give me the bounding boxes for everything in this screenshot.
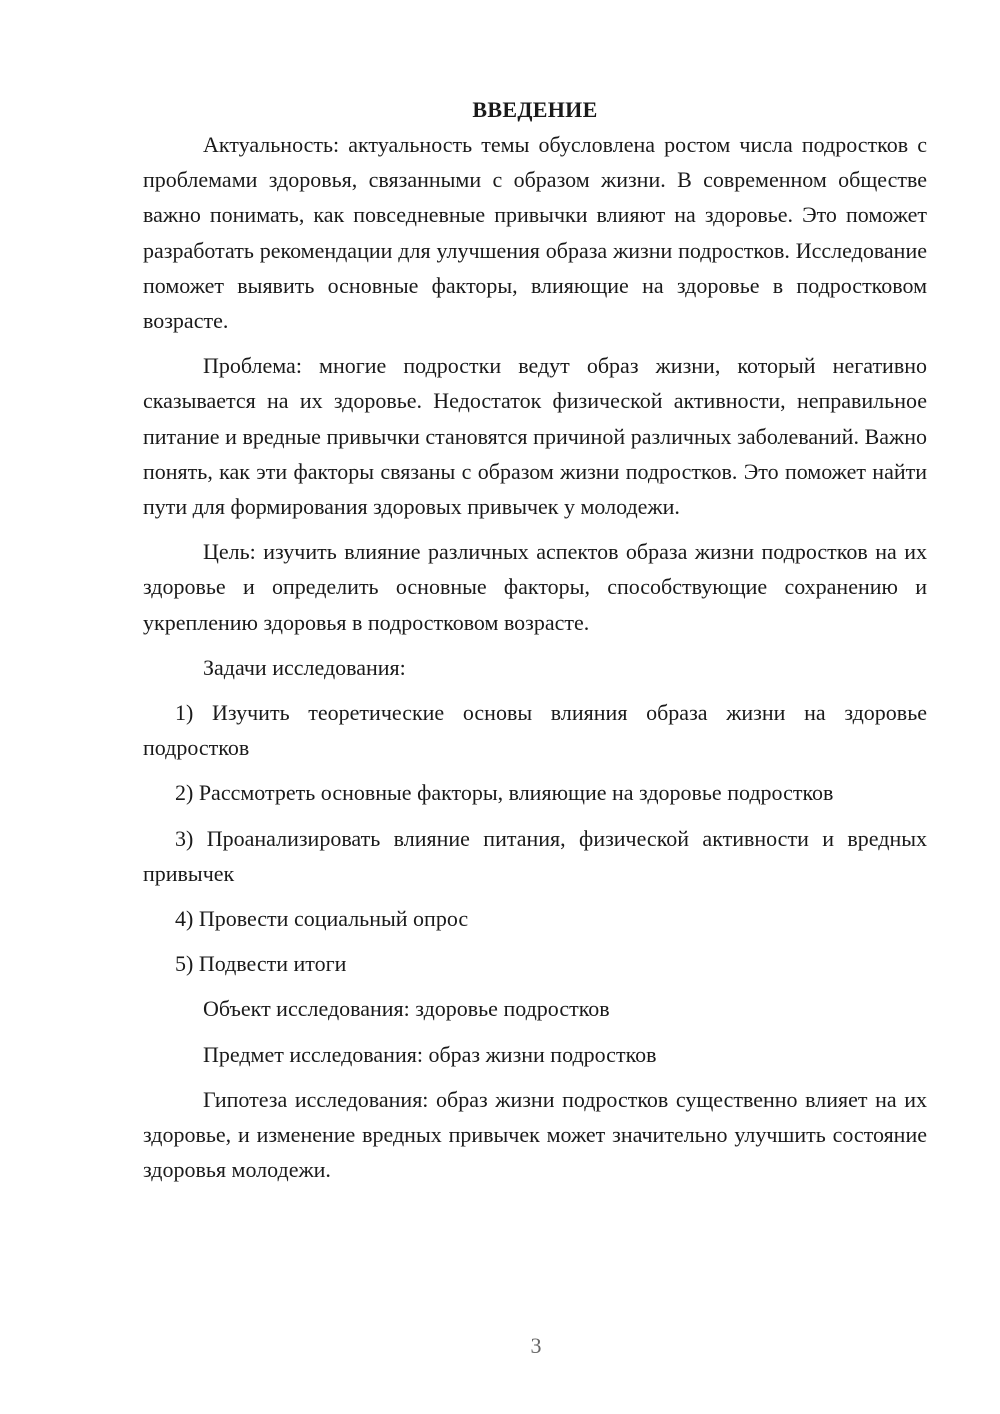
task-item: 1) Изучить теоретические основы влияния образа жизни на здоровье подростков: [143, 700, 927, 761]
object-paragraph: Объект исследования: здоровье подростков: [203, 996, 610, 1022]
task-item: 2) Рассмотреть основные факторы, влияющие на здоровье подростков: [175, 780, 834, 806]
task-item: 3) Проанализировать влияние питания, физической активности и вредных привычек: [143, 825, 927, 886]
problem-paragraph: Проблема: многие подростки ведут образ жизни, который негативно сказывается на их здоровье. Недостаток физической активности, неправильное питание и вредные привычки становятся причиной различных заболеваний. Важно понять, как эти факторы связаны с образом жизни подростков. Это поможет найти пути для формирования здоровых привычек у молодежи.: [143, 353, 927, 520]
task-item: 4) Провести социальный опрос: [175, 906, 469, 932]
page-content: [143, 92, 927, 1197]
relevance-paragraph: Актуальность: актуальность темы обусловлена ростом числа подростков с проблемами здоровья, связанными с образом жизни. В современном обществе важно понимать, как повседневные привычки влияют на здоровье. Это поможет разработать рекомендации для улучшения образа жизни подростков. Исследование поможет выявить основные факторы, влияющие на здоровье в подростковом возрасте.: [143, 132, 927, 334]
page-number: 3: [530, 1333, 542, 1358]
subject-paragraph: Предмет исследования: образ жизни подростков: [203, 1041, 657, 1067]
section-title: ВВЕДЕНИЕ: [472, 97, 598, 122]
task-item: 5) Подвести итоги: [175, 951, 347, 977]
hypothesis-paragraph: Гипотеза исследования: образ жизни подростков существенно влияет на их здоровье, и изменение вредных привычек может значительно улучшить состояние здоровья молодежи.: [143, 1086, 927, 1183]
tasks-heading: Задачи исследования:: [203, 654, 406, 680]
goal-paragraph: Цель: изучить влияние различных аспектов образа жизни подростков на их здоровье и определить основные факторы, способствующие сохранению и укреплению здоровья в подростковом возрасте.: [143, 539, 927, 635]
